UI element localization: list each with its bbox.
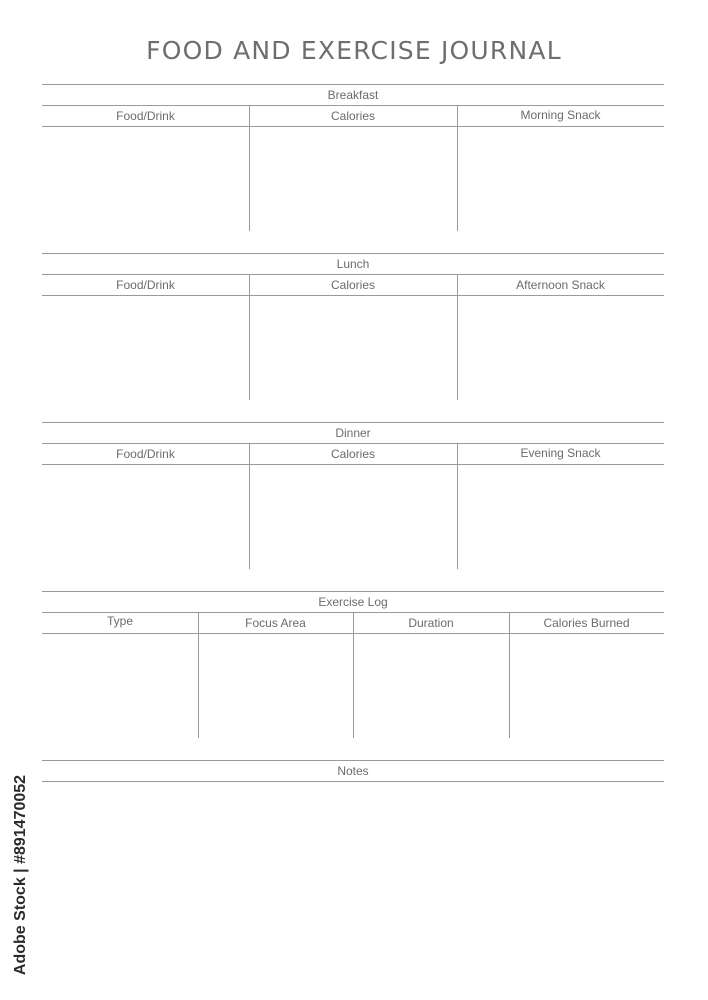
column-header-calories: Calories — [330, 278, 375, 292]
notes-section — [42, 760, 664, 783]
divider — [42, 760, 664, 761]
divider — [42, 422, 664, 423]
column-header-calories: Calories — [330, 109, 375, 123]
section-title-notes: Notes — [337, 764, 369, 778]
column-divider — [457, 105, 458, 231]
column-header-food-drink: Food/Drink — [116, 447, 175, 461]
watermark-text: Adobe Stock | #891470052 — [12, 774, 29, 976]
divider — [42, 295, 664, 296]
column-header-calories: Calories — [330, 447, 375, 461]
divider — [42, 274, 664, 275]
divider — [42, 443, 664, 444]
column-header-type: Type — [106, 614, 133, 628]
column-divider — [249, 105, 250, 231]
divider — [42, 126, 664, 127]
column-divider — [457, 274, 458, 400]
column-header-focus-area: Focus Area — [245, 616, 306, 630]
breakfast-section — [42, 84, 664, 231]
divider — [42, 253, 664, 254]
column-divider — [198, 612, 199, 738]
divider — [42, 591, 664, 592]
column-divider — [509, 612, 510, 738]
column-divider — [457, 443, 458, 569]
column-header-calories-burned: Calories Burned — [543, 616, 630, 630]
column-header-morning-snack: Morning Snack — [520, 108, 601, 122]
section-title-lunch: Lunch — [336, 257, 370, 271]
page-title: FOOD AND EXERCISE JOURNAL — [146, 36, 562, 65]
stock-watermark — [6, 760, 36, 990]
column-header-afternoon-snack: Afternoon Snack — [516, 278, 605, 292]
column-divider — [249, 274, 250, 400]
column-header-evening-snack: Evening Snack — [520, 446, 601, 460]
divider — [42, 105, 664, 106]
column-header-food-drink: Food/Drink — [116, 109, 175, 123]
section-title-dinner: Dinner — [335, 426, 371, 440]
divider — [42, 84, 664, 85]
section-title-exercise-log: Exercise Log — [318, 595, 388, 609]
divider — [42, 781, 664, 782]
column-header-food-drink: Food/Drink — [116, 278, 175, 292]
lunch-section — [42, 253, 664, 400]
section-title-breakfast: Breakfast — [327, 88, 379, 102]
column-divider — [249, 443, 250, 569]
dinner-section — [42, 422, 664, 569]
column-divider — [353, 612, 354, 738]
column-header-duration: Duration — [408, 616, 454, 630]
exercise-log-section — [42, 591, 664, 738]
divider — [42, 464, 664, 465]
